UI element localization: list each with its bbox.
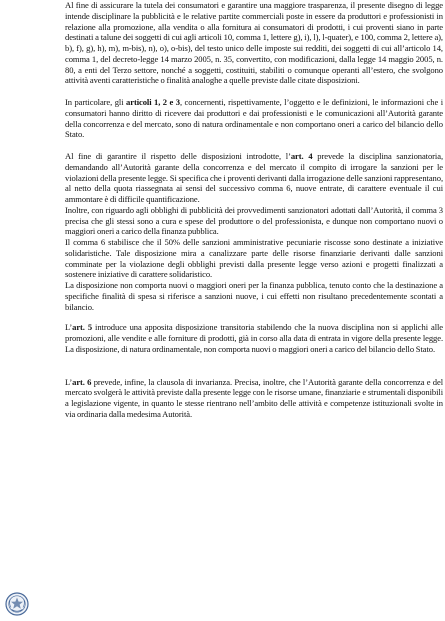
text-run: L’ — [65, 322, 73, 333]
document-body — [65, 0, 443, 420]
paragraph-intro: Al fine di assicurare la tutela dei consumatori e garantire una maggiore trasparenza, il presente disegno di legge intende disciplinare la pubblicità e le relative partite commerciali poste in essere da produttori e professionisti in relazione alla promozione, alla vendita o alla fornitura ai consumatori di prodotti, i cui proventi siano in parte destinati a talune dei soggetti di cui agli articoli 10, comma 1, lettere g), i), l), l-quater), e 100, comma 2, lettere a), b), f), g), h), m), m-bis), n), o), o-bis), del testo unico delle imposte sui redditi, dei soggetti di cui all’articolo 14, comma 1, del decreto-legge 14 marzo 2005, n. 35, convertito, con modificazioni, dalla legge 14 maggio 2005, n. 80, a enti del Terzo settore, nonché a soggetti, costituiti, stabiliti o comunque operanti all’estero, che svolgono attività aventi caratteristiche o finalità analoghe a quelle previste dalle citate disposizioni. — [65, 0, 443, 86]
emblem-seal-icon — [5, 592, 29, 616]
paragraph-article-4-oneri: La disposizione non comporta nuovi o maggiori oneri per la finanza pubblica, tenuto conto che la destinazione a specifiche finalità di spesa si riferisce a sanzioni nuove, i cui effetti non risultano precedentemente scontati a bilancio. — [65, 280, 443, 312]
text-run: L’ — [65, 376, 73, 387]
text-run: prevede, infine, la clausola di invarianza. Precisa, inoltre, che l’Autorità garante della concorrenza e del mercato svolgerà le attività previste dalla presente legge con le risorse umane, finanziarie e strumentali disponibili a legislazione vigente, in quanto le stesse rientrano nell’ambito delle attività e competenze istituzionali svolte in via ordinaria dalla medesima Autorità. — [65, 376, 443, 419]
article-ref-6: art. 6 — [72, 376, 92, 387]
paragraph-article-4-comma-6: Il comma 6 stabilisce che il 50% delle sanzioni amministrative pecuniarie riscosse sono destinate a iniziative solidaristiche. Tale disposizione mira a canalizzare parte delle risorse finanziarie derivanti dalle sanzioni comminate per la violazione degli obblighi previsti dalla presente legge verso azioni e progetti finalizzati a sostenere iniziative di carattere solidaristico. — [65, 237, 443, 280]
article-ref-5: art. 5 — [72, 322, 93, 333]
text-run: , concernenti, rispettivamente, l’oggetto e le definizioni, le informazioni che i consumatori hanno diritto di ricevere dai produttori e dai professionisti e le comunicazioni all’Autorità garante della concorrenza e del mercato, sono di natura ordinamentale e non comportano oneri a carico del bilancio dello Stato. — [65, 97, 443, 140]
text-run: introduce una apposita disposizione transitoria stabilendo che la nuova disciplina non si applichi alle promozioni, alle vendite e alle forniture di prodotti, già in corso alla data di entrata in vigore della presente legge. La disposizione, di natura ordinamentale, non comporta nuovi o maggiori oneri a carico del bilancio dello Stato. — [65, 322, 444, 354]
text-run: Al fine di garantire il rispetto delle disposizioni introdotte, l’ — [65, 151, 291, 161]
text-run: In particolare, gli — [65, 97, 127, 107]
paragraph-article-4-comma-3: Inoltre, con riguardo agli obblighi di pubblicità dei provvedimenti sanzionatori adottati dall’Autorità, il comma 3 precisa che gli stessi sono a cura e spese del produttore o del professionista, e dunque non comportano nuovi o maggiori oneri a carico della finanza pubblica. — [65, 204, 443, 237]
paragraph-article-4 — [65, 151, 443, 205]
article-ref-1-3: articoli 1, 2 e 3 — [126, 97, 180, 107]
text-run: prevede la disciplina sanzionatoria, demandando all’Autorità garante della concorrenza e del mercato il compito di irrogare la sanzioni per le violazioni della presente legge. Si specifica che i proventi derivanti dalla irrogazione delle sanzioni rappresentano, al netto della quota riassegnata ai sensi del successivo comma 6, nuove entrate, di carattere eventuale il cui ammontare è di difficile quantificazione. — [65, 151, 443, 204]
paragraph-article-6 — [65, 377, 443, 420]
article-ref-4: art. 4 — [290, 151, 313, 161]
paragraph-article-5 — [65, 322, 443, 354]
paragraph-articles-1-3 — [65, 97, 443, 140]
